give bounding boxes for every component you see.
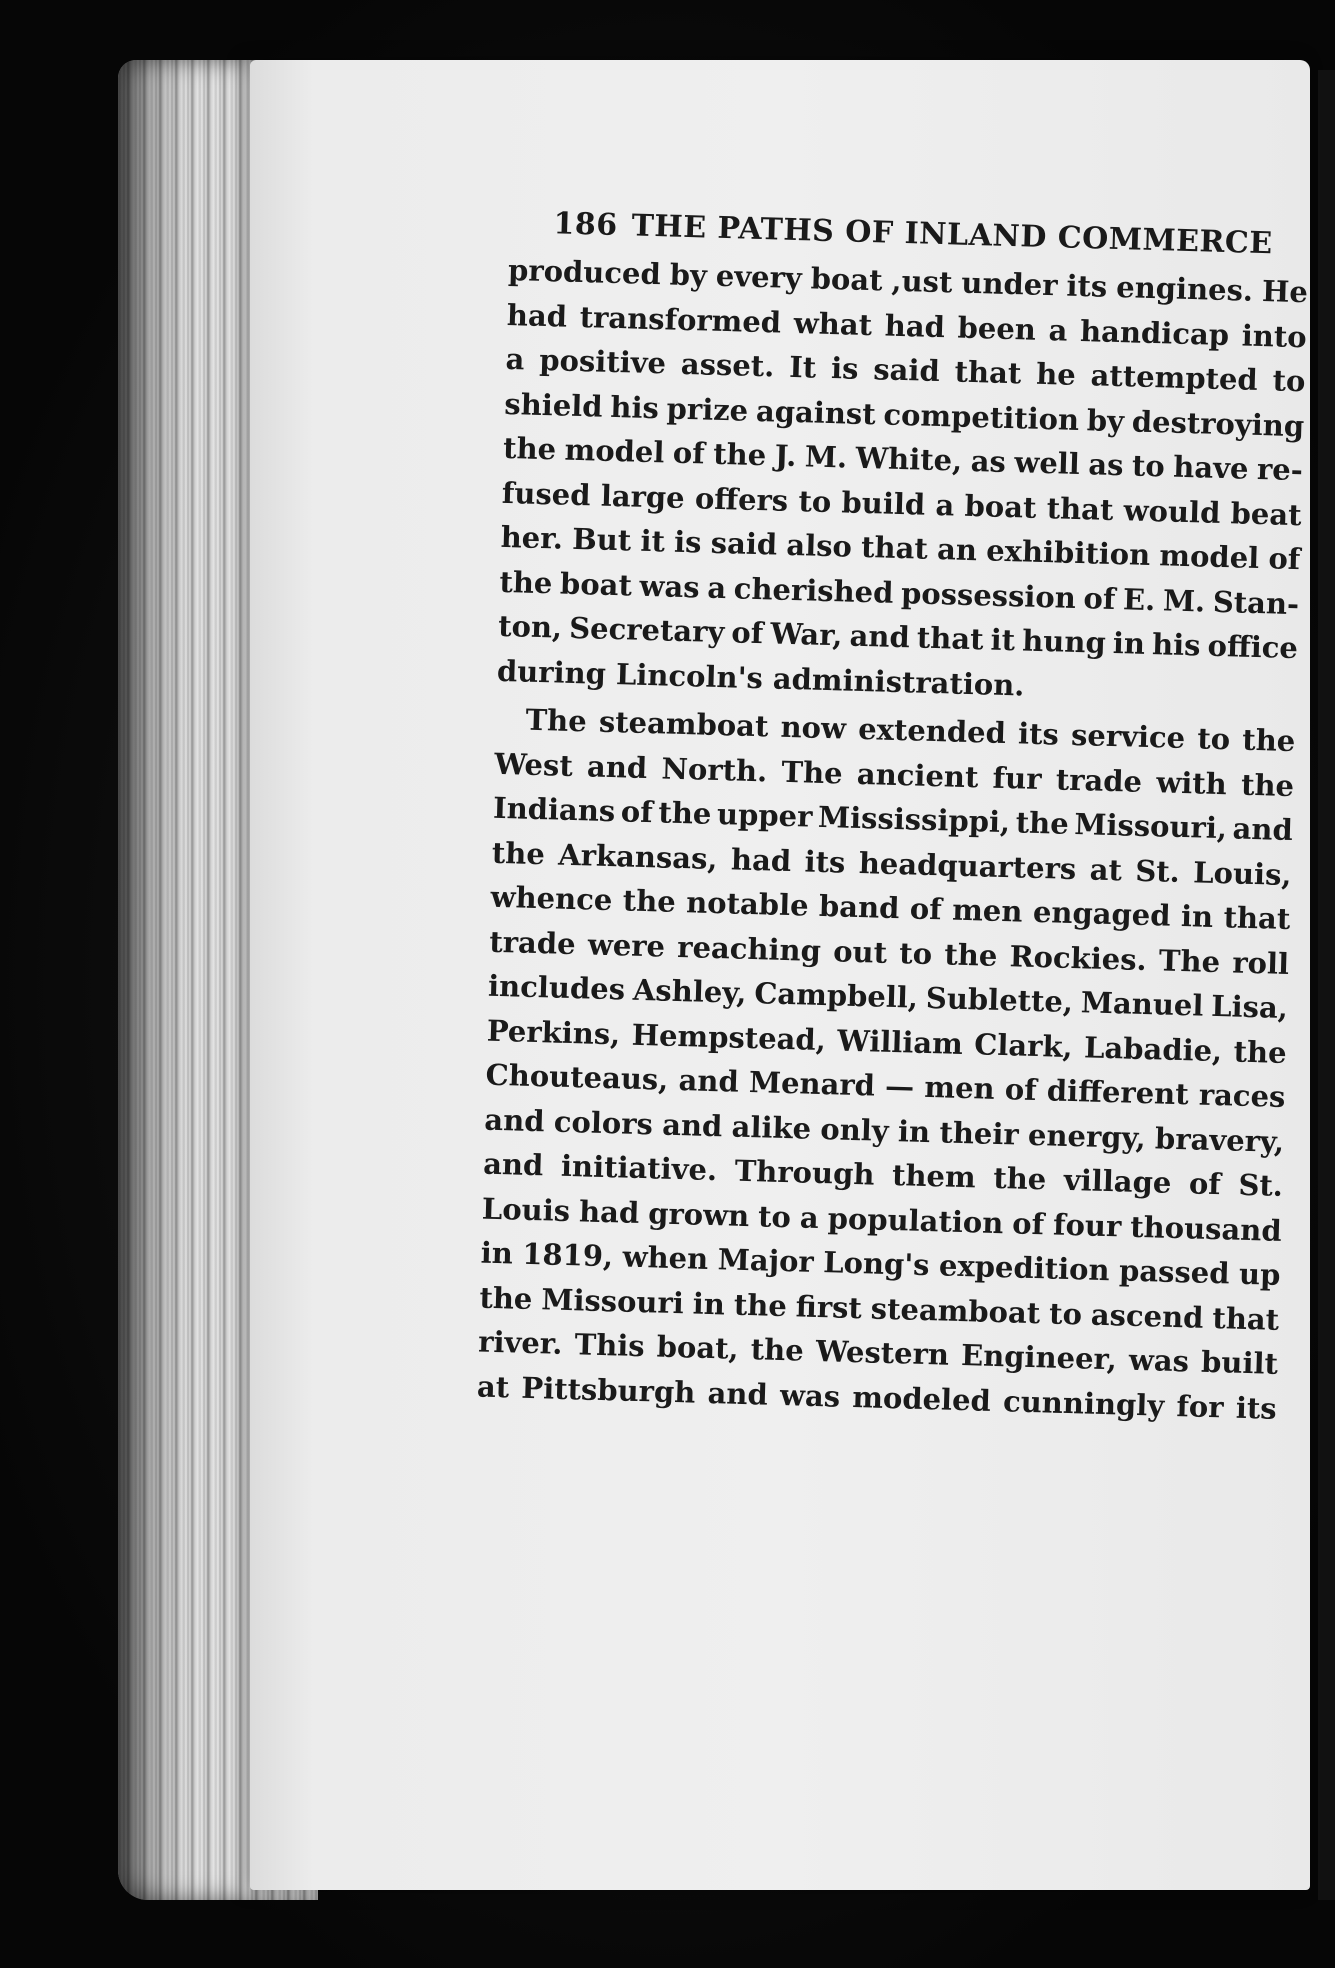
text-line: produced by every boat ,ust under its engines. He <box>507 252 1309 310</box>
text-line: at Pittsburgh and was modeled cunningly for its <box>476 1369 1278 1426</box>
text-line: trade were reaching out to the Rockies. The roll <box>488 924 1290 981</box>
text-line: ton, Secretary of War, and that it hung in his office <box>497 608 1299 666</box>
paragraph-1 <box>496 248 1308 715</box>
text-line: had transformed what had been a handicap into <box>506 297 1308 354</box>
running-head-title: THE PATHS OF INLAND COMMERCE <box>631 208 1274 262</box>
page-text <box>476 205 1309 1431</box>
page-number: 186 <box>553 206 619 244</box>
text-line: in 1819, when Major Long's expedition passed up <box>480 1235 1281 1292</box>
text-line: her. But it is said also that an exhibition model of <box>500 519 1301 577</box>
text-line: shield his prize against competition by destroying <box>503 386 1305 443</box>
text-line: the boat was a cherished possession of E. M. Stan- <box>499 564 1300 621</box>
text-line: a positive asset. It is said that he attempted to <box>505 341 1306 399</box>
text-line: includes Ashley, Campbell, Sublette, Manuel Lisa, <box>487 968 1289 1026</box>
facing-page-edge <box>1318 70 1335 1900</box>
text-line: and colors and alike only in their energy, bravery, <box>483 1102 1285 1159</box>
text-line: river. This boat, the Western Engineer, was built <box>477 1324 1279 1381</box>
text-line: fused large offers to build a boat that would beat <box>501 475 1303 532</box>
text-line: Indians of the upper Mississippi, the Missouri, and <box>492 790 1294 848</box>
text-line: the model of the J. M. White, as well as to have re- <box>502 430 1304 488</box>
text-line-indented: The steamboat now extended its service to the <box>525 702 1296 759</box>
text-line: the Missouri in the first steamboat to ascend that <box>479 1280 1280 1337</box>
text-line: Chouteaus, and Menard — men of different races <box>485 1057 1286 1114</box>
text-line: Louis had grown to a population of four thousand <box>481 1191 1283 1248</box>
text-line-last: during Lincoln's administration. <box>496 653 1025 703</box>
text-line: Perkins, Hempstead, William Clark, Labadie, the <box>486 1013 1288 1070</box>
text-line: whence the notable band of men engaged in that <box>490 879 1291 937</box>
text-line: and initiative. Through them the village of St. <box>482 1146 1284 1203</box>
text-line: West and North. The ancient fur trade with the <box>493 746 1295 803</box>
paragraph-2 <box>476 697 1296 1431</box>
text-line: the Arkansas, had its headquarters at St. Louis, <box>491 835 1293 892</box>
